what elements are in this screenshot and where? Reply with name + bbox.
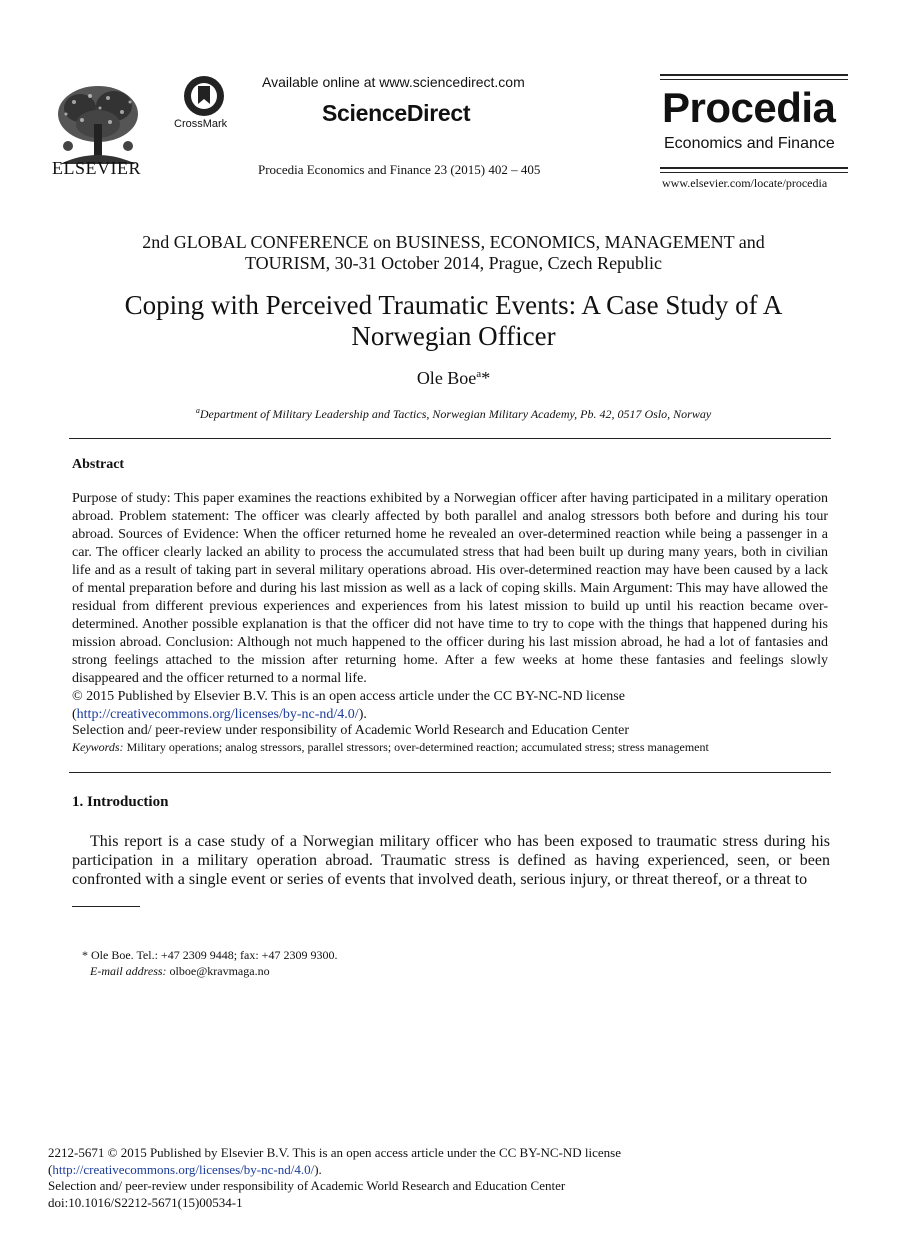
introduction-text: This report is a case study of a Norwegian military officer who has been exposed to traumatic stress during his participation in a military operation abroad. Traumatic stress is defined as having experienced, seen, or been confronted with a single event or series of events that involved death, serious injury, or threat thereof, or a threat to [72,833,830,888]
email-address[interactable]: olboe@kravmaga.no [166,964,270,978]
sciencedirect-logo[interactable]: ScienceDirect [322,100,471,126]
crossmark-label: CrossMark [174,118,228,130]
footer-doi[interactable]: doi:10.1016/S2212-5671(15)00534-1 [48,1195,243,1210]
license-paren-close: ). [358,707,367,722]
author-affiliation [60,406,847,422]
abstract-text: Purpose of study: This paper examines the reactions exhibited by a Norwegian officer after having participated in a military operation abroad. Problem statement: The officer was clearly affected by both parallel and analog stressors both before and during his tour abroad. Sources of Evidence: When the officer returned home he revealed an over-determined reaction while being a passenger in a car. The officer clearly lacked an ability to process the accumulated stress that had been built up during many years, both in civilian life and as a result of taking part in several military operations abroad. His over-determined reaction may have been caused by a lack of mental preparation before and during his last mission as well as a lack of coping skills. Main Argument: This may have allowed the residual from different previous experiences and experiences from his latest mission to build up until his reaction became over-determined. Another possible explanation is that the officer did not have time to try to cope with the things that happened during his mission abroad. Conclusion: Although not much happened to the officer during his last mission abroad, he had a lot of fantasies and strong feelings attached to the mission after returning home. After a few weeks at home these fantasies and feelings slowly disappeared and the officer returned to a normal life. [72,491,828,686]
procedia-journal-subtitle: Economics and Finance [664,135,835,152]
procedia-rule-bottom [660,167,848,169]
footer-peer-review: Selection and/ peer-review under responsibility of Academic World Research and Education Center [48,1178,566,1193]
conference-line-1: 2nd GLOBAL CONFERENCE on BUSINESS, ECONOMICS, MANAGEMENT and [142,232,765,252]
author-affil-marker: a [476,368,482,380]
elsevier-wordmark: ELSEVIER [52,158,141,178]
journal-citation: Procedia Economics and Finance 23 (2015) 402 – 405 [258,162,541,177]
abstract-peer-review: Selection and/ peer-review under responsibility of Academic World Research and Education Center [72,723,629,738]
footnote-email [90,964,270,979]
abstract-heading: Abstract [72,457,125,472]
available-online-text: Available online at www.sciencedirect.com [262,74,525,90]
title-line-2: Norwegian Officer [351,321,556,351]
footer-paren-open: ( [48,1162,53,1177]
license-paren-open: ( [72,707,77,722]
keywords-label: Keywords: [72,740,124,754]
procedia-rule-top [660,74,848,76]
footer-license-link[interactable]: http://creativecommons.org/licenses/by-nc-nd/4.0/ [52,1162,315,1177]
keywords-list: Military operations; analog stressors, parallel stressors; over-determined reaction; accumulated stress; stress management [123,740,709,754]
title-line-1: Coping with Perceived Traumatic Events: A Case Study of A [124,290,783,320]
keywords [72,740,709,755]
procedia-url[interactable]: www.elsevier.com/locate/procedia [662,176,828,190]
email-label: E-mail address: [90,964,167,978]
footnote-contact: * Ole Boe. Tel.: +47 2309 9448; fax: +47 2309 9300. [82,948,338,962]
paper-title [60,290,847,352]
footer-issn-license: 2212-5671 © 2015 Published by Elsevier B.V. This is an open access article under the CC BY-NC-ND license [48,1145,622,1160]
procedia-logo: Procedia [662,84,836,131]
conference-info [60,232,847,274]
abstract-copyright: © 2015 Published by Elsevier B.V. This is an open access article under the CC BY-NC-ND license [72,689,625,704]
divider-bottom [69,772,831,773]
footer-license-url [48,1162,322,1178]
procedia-rule-bottom-thin [660,172,848,173]
procedia-rule-top-thin [660,79,848,80]
author-name: Ole Boe [416,368,477,388]
conference-line-2: TOURISM, 30-31 October 2014, Prague, Czech Republic [244,253,663,273]
affiliation-marker: a [195,406,200,415]
affiliation-text: Department of Military Leadership and Tactics, Norwegian Military Academy, Pb. 42, 0517 Oslo, Norway [199,407,712,421]
footnote-rule [72,906,140,907]
corresponding-star: * [481,368,491,388]
footer-paren-close: ). [314,1162,322,1177]
introduction-heading: 1. Introduction [72,794,169,810]
divider-top [69,438,831,439]
author-line [60,368,847,389]
license-link[interactable]: http://creativecommons.org/licenses/by-nc-nd/4.0/ [76,707,359,722]
